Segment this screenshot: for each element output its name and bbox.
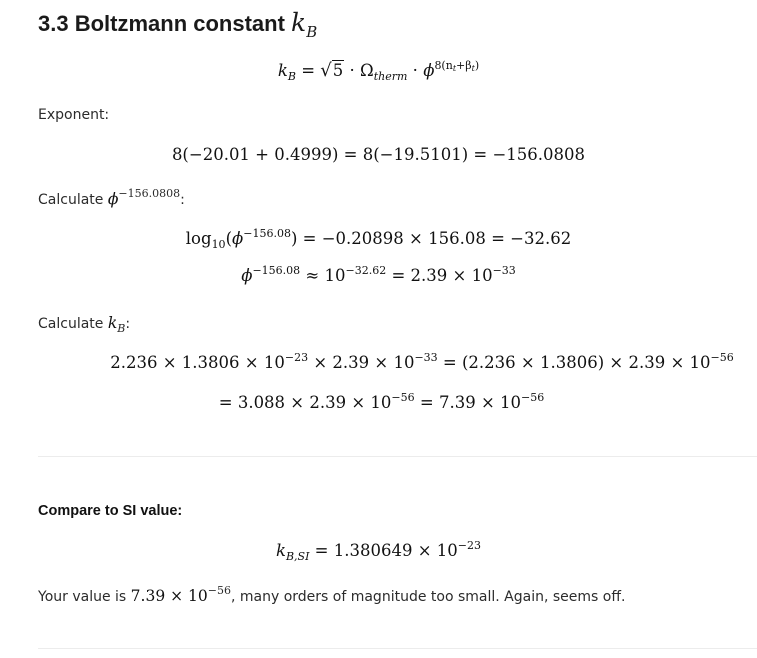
si-k: k xyxy=(275,541,286,560)
calculate-phi-label: Calculate xyxy=(38,192,108,208)
exp-part-3: ) xyxy=(474,59,480,72)
conclusion-pre: Your value is xyxy=(38,589,131,605)
log-phi: ϕ xyxy=(232,229,244,248)
kb2-part-b: = 7.39 × 10 xyxy=(414,393,522,412)
equation-approx xyxy=(0,266,757,285)
kb1-part-a: 2.236 × 1.3806 × 10 xyxy=(110,353,285,372)
approx-phi-exponent: −156.08 xyxy=(252,264,301,277)
eq-kb-lhs: k xyxy=(277,61,288,80)
calc-phi-symbol: ϕ xyxy=(107,190,119,208)
eq-omega: Ω xyxy=(360,61,374,80)
kb2-exp-a: −56 xyxy=(391,391,415,404)
approx-result: = 2.39 × 10 xyxy=(386,266,493,285)
equation-kb-step1 xyxy=(0,353,757,372)
calc-kb-colon: : xyxy=(125,316,131,332)
calculate-kb-line xyxy=(38,314,131,335)
eq-omega-sub: therm xyxy=(373,70,408,83)
log-open-paren: ( xyxy=(225,229,232,248)
log-phi-exponent: −156.08 xyxy=(243,227,291,240)
divider-1 xyxy=(38,456,757,457)
si-k-sub: B,SI xyxy=(285,550,310,563)
approx-ten-exponent: −32.62 xyxy=(345,264,387,277)
kb2-exp-b: −56 xyxy=(521,391,545,404)
heading-math-symbol xyxy=(291,8,318,41)
approx-phi: ϕ xyxy=(241,266,253,285)
heading-k-sub: B xyxy=(306,23,318,41)
log-rest: ) = −0.20898 × 156.08 = −32.62 xyxy=(290,229,572,248)
sqrt-arg: 5 xyxy=(332,61,344,80)
log-fn: log xyxy=(185,229,212,248)
kb1-exp-c: −56 xyxy=(710,351,734,364)
calc-phi-colon: : xyxy=(180,192,185,208)
approx-result-exponent: −33 xyxy=(492,264,516,277)
equation-kb-step2 xyxy=(3,393,757,412)
equation-kb-definition xyxy=(0,60,757,81)
eq-dot-2: · xyxy=(407,61,424,80)
eq-kb-equals: = xyxy=(295,61,321,80)
exp-b-sub: t xyxy=(471,64,475,73)
exp-n-sub: t xyxy=(452,64,457,73)
compare-label: Compare to SI value: xyxy=(38,503,183,519)
kb1-exp-a: −23 xyxy=(284,351,309,364)
equation-exponent: 8(−20.01 + 0.4999) = 8(−19.5101) = −156.0808 xyxy=(171,145,586,164)
kb1-part-c: = (2.236 × 1.3806) × 2.39 × 10 xyxy=(437,353,711,372)
eq-phi-exponent xyxy=(434,59,479,72)
conclusion-value: 7.39 × 10 xyxy=(130,587,208,605)
section-heading-text: 3.3 Boltzmann constant xyxy=(38,11,285,36)
heading-k: k xyxy=(291,8,307,37)
approx-ten: ≈ 10 xyxy=(300,266,346,285)
kb1-exp-b: −33 xyxy=(414,351,438,364)
exponent-label: Exponent: xyxy=(38,107,110,123)
conclusion-post: , many orders of magnitude too small. Again, seems off. xyxy=(230,589,626,605)
si-exp: −23 xyxy=(457,539,482,552)
equation-si xyxy=(0,539,757,563)
exp-part-2: +β xyxy=(456,59,472,72)
divider-2 xyxy=(38,648,757,649)
calc-phi-exponent: −156.0808 xyxy=(118,187,181,200)
exp-part-1: 8(n xyxy=(434,59,453,72)
log-base: 10 xyxy=(211,238,226,251)
sqrt-five: √5 xyxy=(320,60,344,81)
eq-phi: ϕ xyxy=(423,61,435,80)
section-heading xyxy=(38,8,318,41)
conclusion-value-exp: −56 xyxy=(207,584,231,597)
conclusion-line xyxy=(38,584,626,605)
kb1-part-b: × 2.39 × 10 xyxy=(308,353,415,372)
calc-kb-sub: B xyxy=(117,322,126,335)
eq-kb-lhs-sub: B xyxy=(287,70,296,83)
si-rest: = 1.380649 × 10 xyxy=(309,541,458,560)
equation-log xyxy=(0,227,757,251)
calculate-phi-line xyxy=(38,187,185,208)
calculate-kb-label: Calculate xyxy=(38,316,108,332)
calc-kb-k: k xyxy=(107,314,118,332)
kb2-part-a: = 3.088 × 2.39 × 10 xyxy=(218,393,392,412)
eq-dot-1: · xyxy=(344,61,361,80)
